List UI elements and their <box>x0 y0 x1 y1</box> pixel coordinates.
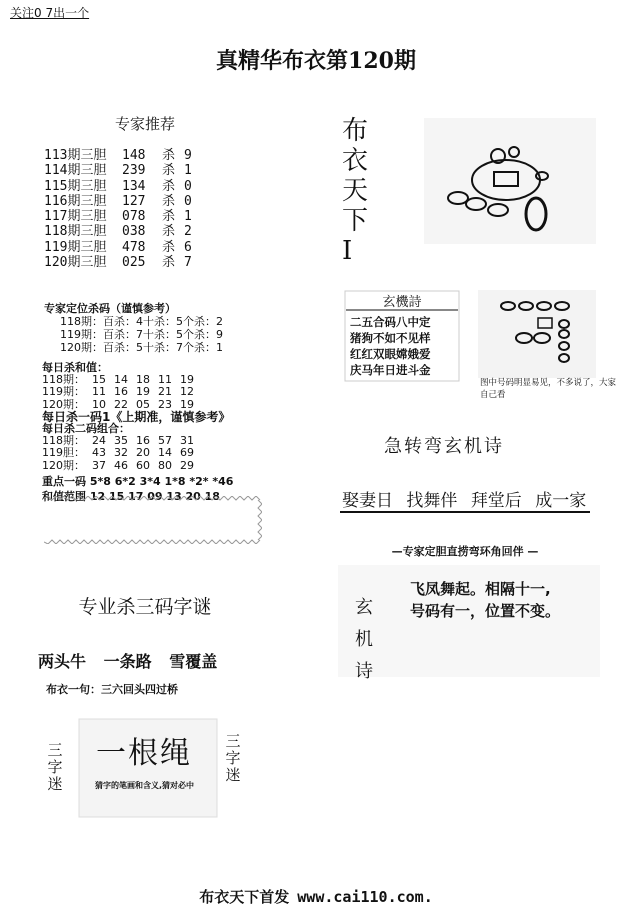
riddle-word: 雪覆盖 <box>169 652 218 671</box>
list-item: 117期三胆 078 杀 1 <box>44 209 192 225</box>
expert-heading: 专家推荐 <box>114 115 175 133</box>
footer-url[interactable]: www.cai110.com. <box>297 888 433 906</box>
list-item: 120期： 10 22 05 23 19 <box>42 397 194 411</box>
poem-lines <box>350 314 431 378</box>
riddle-word: 一条路 <box>103 652 152 671</box>
xuanji-line: 号码有一，位置不变。 <box>410 602 561 620</box>
top-note: 关注0 7出一个 <box>10 6 90 20</box>
poem-word: 拜堂后 <box>470 491 522 511</box>
buyi-line: 布衣一句：三六回头四过桥 <box>46 683 178 696</box>
riddle-poem-title: 急转弯玄机诗 <box>384 436 504 457</box>
list-item: 113期三胆 148 杀 9 <box>44 148 192 163</box>
sum-range-line: 和值范围 12 15 17 09 13 20 18 <box>42 490 220 504</box>
sum-heading: 每日杀和值： <box>42 361 108 374</box>
puzzle-picture-mid <box>478 290 596 378</box>
list-item: 118期： 15 14 18 11 19 <box>42 373 194 387</box>
riddle-poem-line <box>342 486 594 511</box>
puzzle-picture-top <box>424 118 596 244</box>
two-code-heading: 每日杀二码组合： <box>42 422 130 436</box>
poem-line: 庆马年日进斗金 <box>350 363 431 377</box>
poem-word: 成一家 <box>535 491 587 511</box>
poem-line: 红红双眼嫦娥爱 <box>350 347 431 361</box>
list-item: 116期三胆 127 杀 0 <box>44 193 192 209</box>
riddle-side-label-right: 三字迷 <box>225 732 241 784</box>
riddle-title: 专业杀三码字谜 <box>78 596 212 618</box>
daily-sum-block <box>42 362 233 503</box>
zigzag-border <box>44 496 262 544</box>
xuanji-line: 飞凤舞起。相隔十一, <box>410 580 551 598</box>
expert-list <box>44 148 192 270</box>
position-kill-block <box>44 302 223 354</box>
list-item: 114期三胆 239 杀 1 <box>44 163 192 179</box>
rope-riddle-note: 猜字的笔画和含义,猜对必中 <box>95 781 195 790</box>
expert-bar: —专家定胆直捞弯环角回伴 — <box>391 545 539 558</box>
list-item: 120期三胆 025 杀 7 <box>44 255 192 271</box>
list-item: 115期三胆 134 杀 0 <box>44 178 192 194</box>
rope-riddle-word: 一根绳 <box>96 736 192 771</box>
riddle-side-label-left: 三字迷 <box>47 741 63 793</box>
list-item: 119期： 11 16 19 21 12 <box>42 385 194 399</box>
list-item: 120期： 37 46 60 80 29 <box>42 458 194 472</box>
position-heading: 专家定位杀码（谨慎参考） <box>44 302 176 315</box>
poem-word: 娶妻日 <box>342 491 393 511</box>
poem-word: 找舞伴 <box>406 491 458 511</box>
list-item: 119期：百杀：7十杀：5个杀：9 <box>60 328 223 341</box>
picture-caption: 图中号码明显易见，不多说了，大家自己看 <box>480 378 617 400</box>
footer <box>0 886 632 907</box>
page-title: 真精华布衣第120期 <box>216 48 416 74</box>
list-item: 119胆： 43 32 20 14 69 <box>42 446 194 460</box>
list-item: 118期：百杀：4十杀：5个杀：2 <box>60 315 223 328</box>
one-code-line: 每日杀一码1《上期准，谨慎参考》 <box>42 409 231 424</box>
list-item: 118期三胆 038 杀 2 <box>44 224 192 240</box>
divider <box>340 511 590 513</box>
riddle-words <box>38 649 229 672</box>
poem-line: 二五合码八中定 <box>350 315 431 329</box>
key-points-line: 重点一码 5*8 6*2 3*4 1*8 *2* *46 <box>42 474 234 488</box>
list-item: 118期： 24 35 16 57 31 <box>42 434 194 448</box>
list-item: 120期：百杀：5十杀：7个杀：1 <box>60 341 223 354</box>
list-item: 119期三胆 478 杀 6 <box>44 239 192 255</box>
poem-line: 猪狗不如不见样 <box>350 331 431 345</box>
poem-title: 玄機詩 <box>382 295 422 310</box>
riddle-word: 两头牛 <box>38 652 87 671</box>
vertical-heading: 布 衣 天 下 I <box>342 116 369 266</box>
footer-site: 布衣天下首发 <box>199 888 290 906</box>
xuanji-vertical-label: 玄 机 诗 <box>355 597 373 682</box>
xuanji-lines <box>410 578 560 622</box>
